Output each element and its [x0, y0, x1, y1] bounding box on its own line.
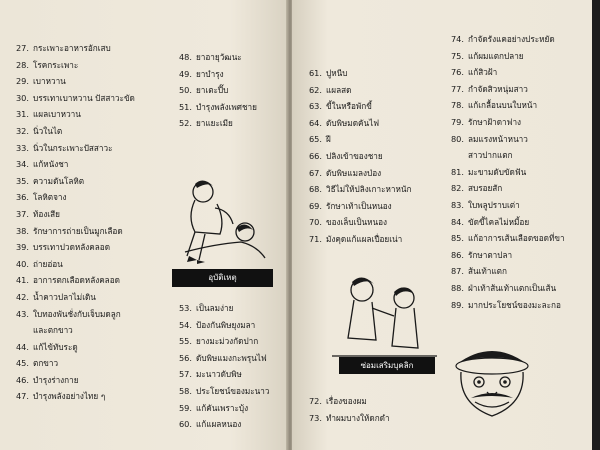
item-number: 30.: [15, 92, 29, 103]
list-item: [442, 48, 592, 65]
right-page: [292, 0, 592, 450]
item-number: 74.: [450, 34, 464, 44]
item-text: ยาเตะปี๊บ: [196, 85, 229, 96]
left-page: [0, 0, 288, 450]
item-number: 52.: [178, 118, 192, 129]
list-item: [170, 350, 288, 367]
left-page-column-2-bottom: [170, 300, 288, 433]
section-banner-personality: ซ่อมเสริมบุคลิก: [339, 357, 435, 374]
item-number: 32.: [15, 125, 29, 136]
list-item: [442, 247, 592, 264]
list-item: [442, 180, 592, 197]
item-text: ดับพิษแมงกะพรุนไฟ: [196, 352, 267, 363]
item-number: 86.: [450, 249, 464, 260]
item-number: 73.: [308, 412, 322, 423]
item-text: ใบทองพันชั่งกับเจ็บมดลูก: [33, 308, 121, 319]
item-number: 82.: [450, 183, 464, 194]
item-number: 89.: [450, 299, 464, 310]
item-text: ฝี: [326, 134, 331, 145]
item-text: แผลเบาหวาน: [33, 109, 81, 120]
list-item: [442, 97, 592, 114]
item-number: 48.: [178, 52, 192, 62]
item-text: บรรเทาปวดหลังคลอด: [33, 242, 111, 253]
item-text: ตกขาว: [33, 358, 59, 369]
item-text: ป้องกันพิษยุงมลา: [196, 319, 256, 330]
item-number: 68.: [308, 184, 322, 195]
item-number: 36.: [15, 192, 29, 203]
list-item: [442, 230, 592, 247]
list-item: [300, 214, 450, 231]
list-item: [6, 256, 156, 273]
item-text: ทำผมบางให้ดกดำ: [326, 412, 390, 423]
right-page-column-2: [442, 31, 592, 313]
item-number: 54.: [178, 319, 192, 330]
item-number: 40.: [15, 258, 29, 269]
item-number: 42.: [15, 291, 29, 302]
item-text: กำจัดสิวหนุ่มสาว: [468, 83, 528, 94]
list-item: [442, 263, 592, 280]
item-text: แผลสด: [326, 84, 352, 95]
list-item: [6, 206, 156, 223]
item-number: [442, 147, 464, 164]
list-item: [170, 383, 288, 400]
section-banner-accident: อุบัติเหตุ: [172, 269, 273, 287]
item-number: 29.: [15, 76, 29, 87]
item-text: รักษาตาปลา: [468, 249, 513, 260]
item-number: 81.: [450, 166, 464, 177]
item-text: ส้นเท้าแตก: [468, 266, 507, 277]
item-number: 53.: [178, 303, 192, 313]
list-item: [6, 322, 156, 339]
item-text: ดับพิษแมลงป่อง: [326, 167, 382, 178]
item-number: 41.: [15, 275, 29, 286]
list-item: [170, 115, 288, 132]
item-number: 46.: [15, 374, 29, 385]
item-number: 38.: [15, 225, 29, 236]
list-item: [6, 388, 156, 405]
list-item: [6, 156, 156, 173]
list-item: [300, 131, 450, 148]
item-text: มังคุดแก้แผลเปื่อยเน่า: [326, 233, 403, 244]
list-item: [300, 181, 450, 198]
list-item: [6, 140, 156, 157]
item-number: 67.: [308, 167, 322, 178]
item-number: 27.: [15, 43, 29, 53]
item-text: แก้แผลหนอง: [196, 419, 242, 430]
item-text: แก้สิวฝ้า: [468, 67, 498, 78]
list-item: [300, 148, 450, 165]
item-text: สบรอยสัก: [468, 183, 503, 194]
left-page-column-2-top: [170, 49, 288, 132]
item-text: แก้ผมแตกปลาย: [468, 50, 524, 61]
item-number: 70.: [308, 217, 322, 228]
item-number: 85.: [450, 233, 464, 244]
item-number: 88.: [450, 282, 464, 293]
item-text: ถ่ายอ่อน: [33, 258, 63, 269]
item-number: 47.: [15, 391, 29, 402]
item-number: 76.: [450, 67, 464, 78]
item-text: ของเล็บเป็นหนอง: [326, 217, 388, 228]
item-text: สาวปากแตก: [468, 150, 513, 161]
list-item: [170, 317, 288, 334]
item-text: บรรเทาเบาหวาน ปัสสาวะขัด: [33, 92, 135, 103]
page-edge: [592, 0, 600, 450]
item-text: บำรุงพลังอย่างไทย ๆ: [33, 391, 106, 402]
item-text: ประโยชน์ของมะนาว: [196, 385, 270, 396]
item-number: 56.: [178, 352, 192, 363]
item-text: รักษาเท้าเป็นหนอง: [326, 200, 392, 211]
item-text: ยาแยะเมีย: [196, 118, 233, 129]
item-text: วิธีไม่ให้ปลิงเกาะหาหนัก: [326, 184, 412, 195]
item-text: เป็นลมง่าย: [196, 303, 234, 313]
list-item: [300, 198, 450, 215]
item-number: 72.: [308, 396, 322, 406]
item-number: 43.: [15, 308, 29, 319]
item-number: 59.: [178, 402, 192, 413]
list-item: [300, 165, 450, 182]
item-number: 60.: [178, 419, 192, 430]
list-item: [170, 82, 288, 99]
item-text: และตกขาว: [33, 325, 73, 336]
list-item: [442, 31, 592, 48]
list-item: [170, 66, 288, 83]
item-text: นิ่วในไต: [33, 125, 63, 136]
item-number: 84.: [450, 216, 464, 227]
item-text: เรื่องของผม: [326, 396, 367, 406]
list-item: [170, 400, 288, 417]
item-text: มะนาวดับพิษ: [196, 369, 242, 380]
item-text: นิ่วในกระเพาะปัสสาวะ: [33, 142, 113, 153]
item-text: บำรุงร่างกาย: [33, 374, 79, 385]
item-number: 44.: [15, 341, 29, 352]
item-number: 87.: [450, 266, 464, 277]
genie-illustration: [447, 342, 537, 420]
item-text: แก้เกลื้อนบนใบหน้า: [468, 100, 538, 111]
item-number: 79.: [450, 116, 464, 127]
item-text: ขี้ในหรือพักขี้: [326, 101, 372, 112]
list-item: [6, 223, 156, 240]
list-item: [170, 333, 288, 350]
list-item: [6, 355, 156, 372]
item-number: 57.: [178, 369, 192, 380]
list-item: [300, 115, 450, 132]
item-text: มะขามดับขัดฟัน: [468, 166, 527, 177]
item-number: 37.: [15, 208, 29, 219]
list-item: [442, 81, 592, 98]
right-page-column-1-top: [300, 65, 450, 248]
list-item: [442, 131, 592, 148]
item-text: แก้อาการเส้นเลือดขอดที่ขา: [468, 233, 565, 244]
list-item: [6, 40, 156, 57]
item-text: ท้องเสีย: [33, 208, 60, 219]
item-text: โลหิตจาง: [33, 192, 67, 203]
item-text: ยางมะม่วงกัดปาก: [196, 336, 259, 347]
item-text: ปลิงเข้าของชาย: [326, 150, 383, 161]
item-text: บำรุงพลังเพศชาย: [196, 101, 257, 112]
item-number: 83.: [450, 199, 464, 210]
item-number: 50.: [178, 85, 192, 96]
item-number: 31.: [15, 109, 29, 120]
item-number: 49.: [178, 68, 192, 79]
item-number: 64.: [308, 117, 322, 128]
item-text: เบาหวาน: [33, 76, 66, 87]
item-text: ความดันโลหิต: [33, 175, 85, 186]
accident-illustration: [165, 172, 275, 264]
list-item: [6, 173, 156, 190]
item-number: 55.: [178, 336, 192, 347]
item-number: 33.: [15, 142, 29, 153]
item-text: ฝ่าเท้าส้นเท้าแตกเป็นเส้น: [468, 282, 557, 293]
list-item: [442, 197, 592, 214]
list-item: [300, 65, 450, 82]
item-number: 71.: [308, 233, 322, 244]
list-item: [170, 99, 288, 116]
list-item: [170, 49, 288, 66]
list-item: [6, 106, 156, 123]
list-item: [6, 306, 156, 323]
list-item: [300, 393, 450, 410]
list-item: [170, 366, 288, 383]
item-number: 58.: [178, 385, 192, 396]
list-item: [442, 64, 592, 81]
list-item: [442, 297, 592, 314]
item-text: อาการตกเลือดหลังคลอด: [33, 275, 120, 286]
item-number: 78.: [450, 100, 464, 111]
list-item: [300, 231, 450, 248]
list-item: [6, 189, 156, 206]
list-item: [442, 114, 592, 131]
item-text: ปูหนีบ: [326, 68, 348, 78]
item-text: ดับพิษมดคันไฟ: [326, 117, 380, 128]
item-text: ขัดขี้ไคลไม่หมี้อย: [468, 216, 530, 227]
item-number: 39.: [15, 242, 29, 253]
item-text: โรคกระเพาะ: [33, 59, 79, 70]
item-text: แก้หนังชา: [33, 159, 69, 170]
item-text: รักษาฝ้าดาฟาง: [468, 116, 522, 127]
item-number: 75.: [450, 50, 464, 61]
list-item: [6, 372, 156, 389]
item-number: 63.: [308, 101, 322, 112]
item-text: กระเพาะอาหารอักเสบ: [33, 43, 111, 53]
left-page-column-1: [6, 40, 156, 405]
item-number: [6, 322, 29, 339]
right-page-column-1-bottom: [300, 393, 450, 426]
list-item: [300, 98, 450, 115]
item-text: ลมแรงหน้าหนาว: [468, 133, 528, 144]
item-text: กำจัดรังแคอย่างประหยัด: [468, 34, 555, 44]
list-item: [442, 214, 592, 231]
item-number: 77.: [450, 83, 464, 94]
list-item: [6, 123, 156, 140]
list-item: [300, 410, 450, 427]
item-number: 65.: [308, 134, 322, 145]
item-text: ยาอายุวัฒนะ: [196, 52, 242, 62]
list-item: [442, 280, 592, 297]
item-number: 61.: [308, 68, 322, 78]
item-number: 66.: [308, 150, 322, 161]
list-item: [170, 300, 288, 317]
list-item: [6, 90, 156, 107]
list-item: [170, 416, 288, 433]
list-item: [6, 239, 156, 256]
item-text: ยาบำรุง: [196, 68, 224, 79]
list-item: [442, 147, 592, 164]
item-number: 69.: [308, 200, 322, 211]
item-text: มากประโยชน์ของมะละกอ: [468, 299, 561, 310]
item-text: แก้ไข้ทับระดู: [33, 341, 78, 352]
item-text: น้ำคาวปลาไม่เดิน: [33, 291, 96, 302]
item-number: 35.: [15, 175, 29, 186]
list-item: [6, 73, 156, 90]
item-number: 62.: [308, 84, 322, 95]
list-item: [300, 82, 450, 99]
personality-illustration: [332, 268, 437, 360]
list-item: [442, 164, 592, 181]
item-number: 80.: [450, 133, 464, 144]
item-number: 28.: [15, 59, 29, 70]
list-item: [6, 339, 156, 356]
item-text: รักษาการถ่ายเป็นมูกเลือด: [33, 225, 123, 236]
list-item: [6, 289, 156, 306]
item-number: 45.: [15, 358, 29, 369]
list-item: [6, 57, 156, 74]
item-number: 51.: [178, 101, 192, 112]
list-item: [6, 272, 156, 289]
item-text: ใบพลูปราบเต่า: [468, 199, 520, 210]
item-text: แก้คันเพราะบุ้ง: [196, 402, 249, 413]
item-number: 34.: [15, 159, 29, 170]
